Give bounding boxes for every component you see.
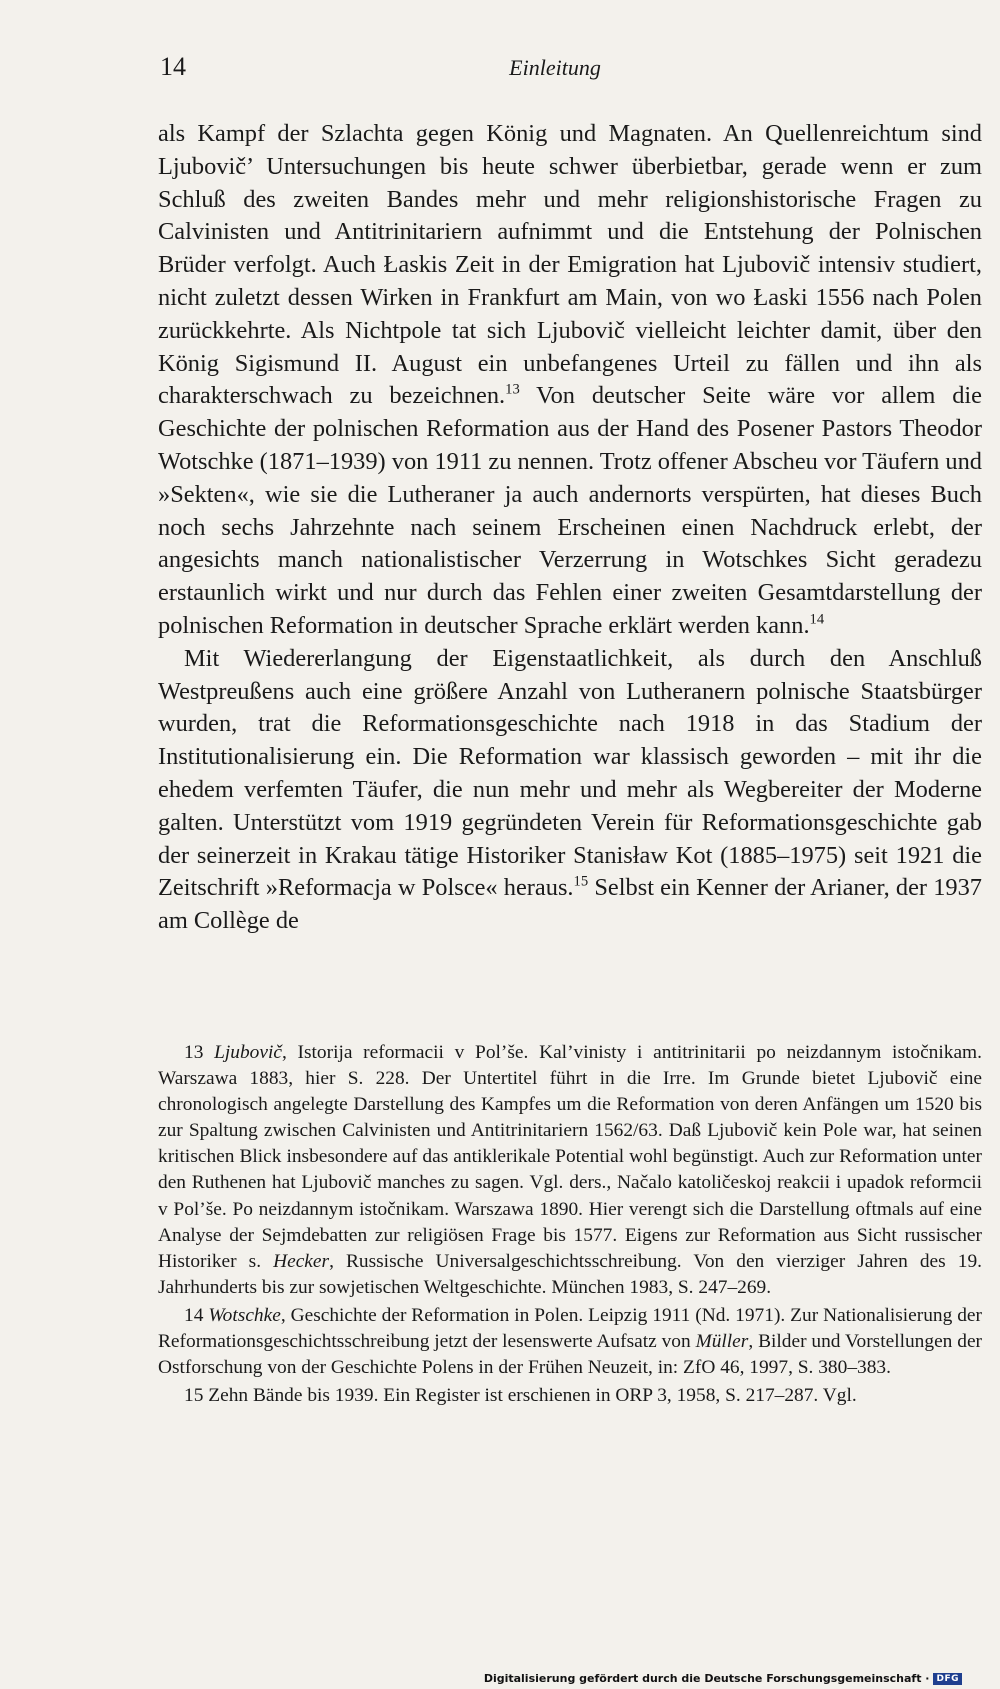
- footnote-14-text: , Geschichte der Reformation in Polen. Leipzig 1911 (Nd. 1971). Zur Nationalisierung der Reformationsgeschichtsschreibung jetzt der lesenswerte Aufsatz von: [158, 1304, 982, 1353]
- footnote-14: [158, 1303, 982, 1381]
- paragraph-2-text-a: Mit Wiedererlangung der Eigenstaatlichkeit, als durch den Anschluß Westpreußens auch eine größere Anzahl von Lutheranern polnische Staatsbürger wurden, trat die Reformationsgeschichte nach 1918 in das Stadium der Institutionalisierung ein. Die Reformation war klassisch geworden – mit ihr die ehedem verfemten Täufer, die nun mehr und mehr als Wegbereiter der Moderne galten. Unterstützt vom 1919 gegründeten Verein für Reformationsgeschichte gab der seinerzeit in Krakau tätige Historiker Stanisław Kot (1885–1975) seit 1921 die Zeitschrift »Reformacja w Polsce« heraus.: [158, 644, 982, 902]
- running-title: Einleitung: [509, 55, 601, 80]
- credit-text: Digitalisierung gefördert durch die Deutsche Forschungsgemeinschaft ·: [483, 1672, 930, 1685]
- paragraph-2: [158, 643, 982, 938]
- footnote-13-text: , Istorija reformacii v Pol’še. Kal’vinisty i antitrinitarii po neizdannym istočnikam. Warszawa 1883, hier S. 228. Der Untertitel führt in die Irre. Im Grunde bietet Ljubovič eine chronologisch angelegte Darstellung des Kampfes um die Reformation von deren Anfängen um 1520 bis zur Spaltung zwischen Calvinisten und Antitrinitariern 1562/63. Daß Ljubovič kein Pole war, hat seinen kritischen Blick insbesondere auf das antiklerikale Potential wohl begünstigt. Auch zur Reformation unter den Ruthenen hat Ljubovič manches zu sagen. Vgl. ders., Načalo katoličeskoj reakcii i upadok reformcii v Pol’še. Po neizdannym istočnikam. Warszawa 1890. Hier verengt sich die Darstellung oftmals auf eine Analyse der Sejmdebatten zur religiösen Frage bis 1577. Eigens zur Reformation aus Sicht russischer Historiker s.: [158, 1042, 982, 1272]
- footnote-ref-14: 14: [809, 611, 825, 628]
- paragraph-1-text-a: als Kampf der Szlachta gegen König und Magnaten. An Quellenreichtum sind Ljubovič’ Untersuchungen bis heute schwer überbietbar, gerade wenn er zum Schluß des zweiten Bandes mehr und mehr religionshistorische Fragen zu Calvinisten und Antitrinitariern aufnimmt und die Entstehung der Polnischen Brüder verfolgt. Auch Łaskis Zeit in der Emigration hat Ljubovič intensiv studiert, nicht zuletzt dessen Wirken in Frankfurt am Main, von wo Łaski 1556 nach Polen zurückkehrte. Als Nichtpole tat sich Ljubovič vielleicht leichter damit, über den König Sigismund II. August ein unbefangenes Urteil zu fällen und ihn als charakterschwach zu bezeichnen.: [158, 120, 982, 410]
- footnote-15-number: 15: [184, 1385, 204, 1407]
- footnote-14-text-2: , Bilder und Vorstellungen der Ostforschung von der Geschichte Polens in der Frühen Neuzeit, in: ZfO 46, 1997, S. 380–383.: [158, 1331, 983, 1379]
- digitization-credit: [484, 1672, 962, 1685]
- footnote-13: [158, 1040, 982, 1301]
- footnote-ref-13: 13: [505, 381, 520, 398]
- paragraph-2-text-b: Selbst ein Kenner der Arianer, der 1937 am Collège de: [158, 874, 982, 935]
- footnotes: [158, 1040, 982, 1411]
- footnote-14-number: 14: [184, 1304, 204, 1326]
- footnote-13-author: Ljubovič: [214, 1042, 282, 1063]
- paragraph-1: [158, 118, 982, 643]
- footnote-13-author-2: Hecker: [273, 1250, 330, 1272]
- footnote-14-author-2: Müller: [695, 1331, 749, 1353]
- paragraph-1-text-b: Von deutscher Seite wäre vor allem die Geschichte der polnischen Reformation aus der Hand des Posener Pastors Theodor Wotschke (1871–1939) von 1911 zu nennen. Trotz offener Abscheu vor Täufern und »Sekten«, wie sie die Lutheraner ja auch andernorts verspürten, hat dieses Buch noch sechs Jahrzehnte nach seinem Erscheinen einen Nachdruck erlebt, der angesichts manch nationalistischer Verzerrung in Wotschkes Sicht geradezu erstaunlich wirkt und nur durch das Fehlen einer zweiten Gesamtdarstellung der polnischen Reformation in deutscher Sprache erklärt werden kann.: [158, 382, 982, 639]
- page-number: 14: [160, 52, 186, 81]
- footnote-13-text-2: , Russische Universalgeschichtsschreibung. Von den vierziger Jahren des 19. Jahrhunderts bis zur sowjetischen Weltgeschichte. München 1983, S. 247–269.: [158, 1250, 982, 1298]
- footnote-ref-15: 15: [573, 873, 589, 890]
- dfg-logo-icon: DFG: [933, 1673, 962, 1685]
- footnote-15-text: Zehn Bände bis 1939. Ein Register ist erschienen in ORP 3, 1958, S. 217–287. Vgl.: [208, 1385, 857, 1407]
- footnote-15: [158, 1383, 982, 1409]
- footnote-14-author: Wotschke: [208, 1304, 281, 1326]
- main-text: [158, 118, 982, 938]
- footnote-13-number: 13: [184, 1042, 204, 1063]
